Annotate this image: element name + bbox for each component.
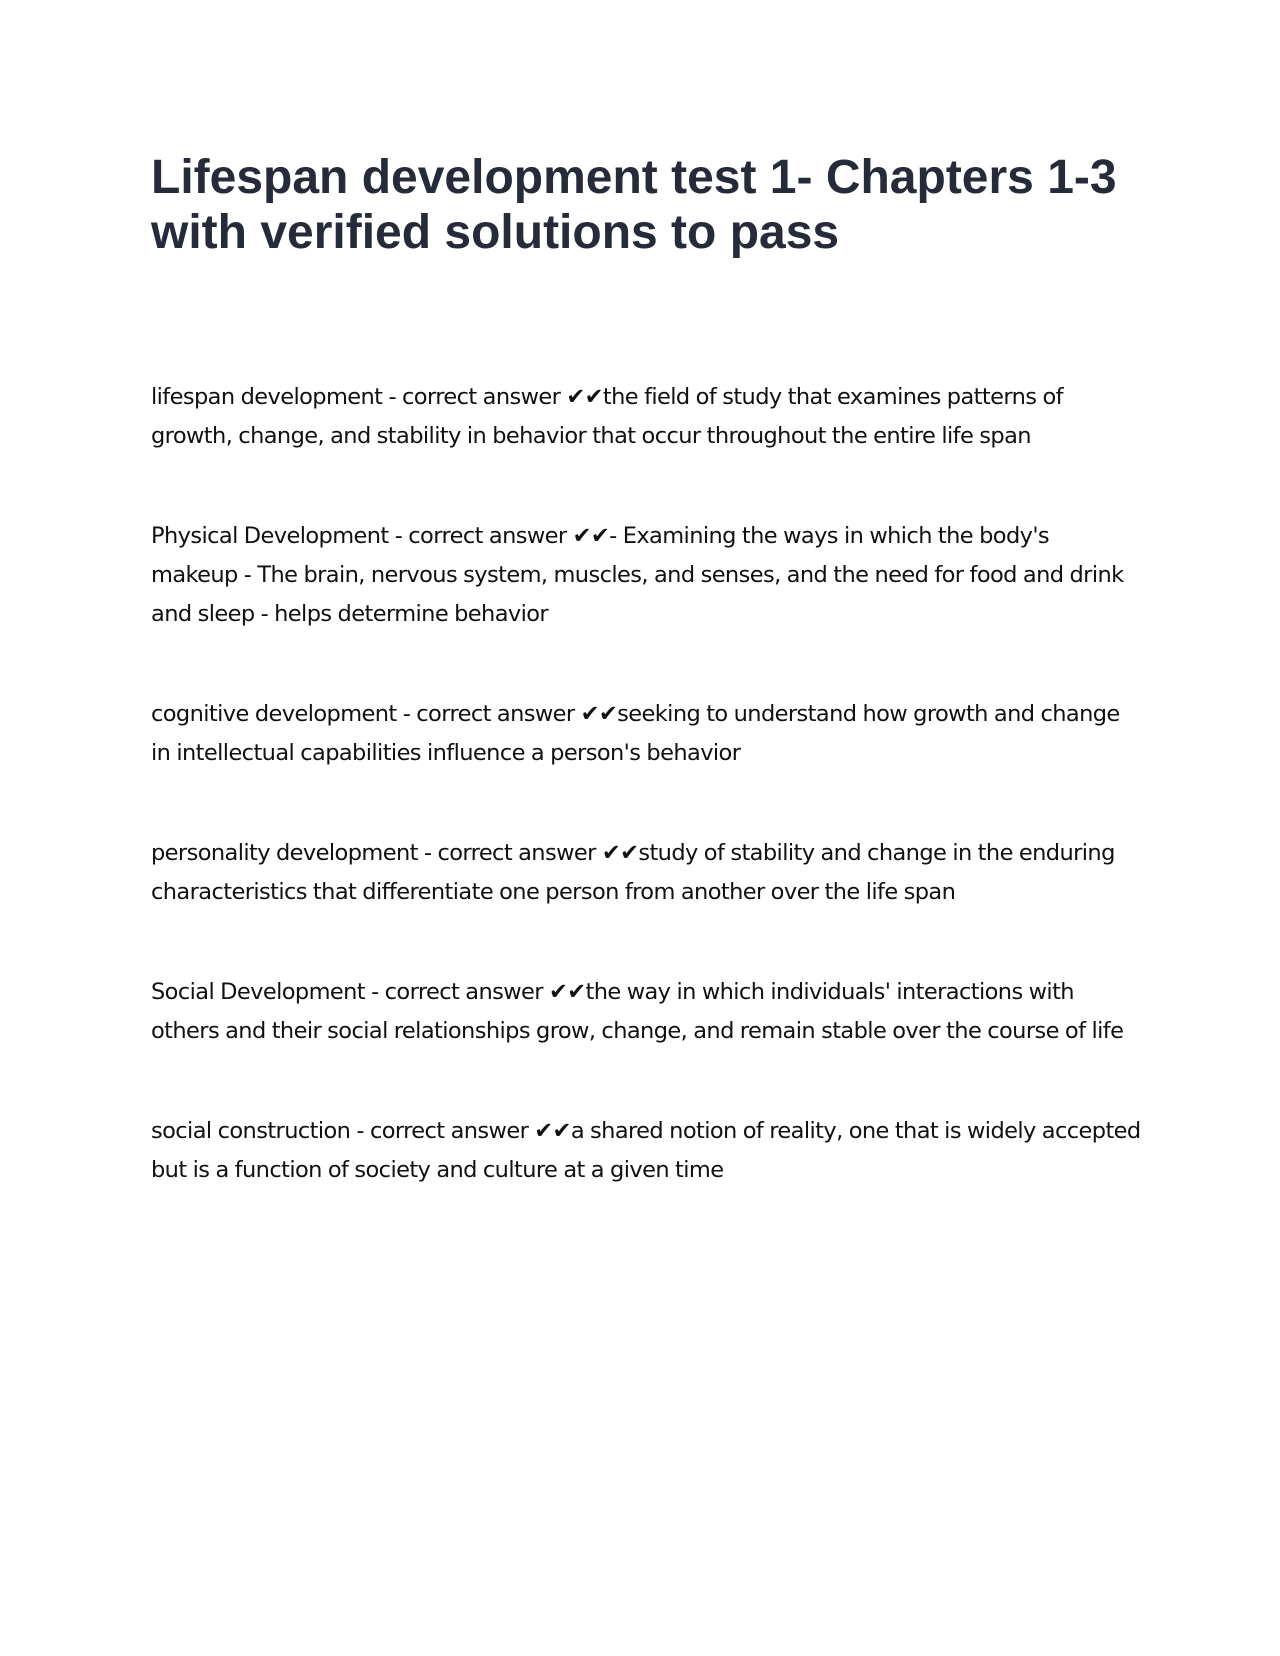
entry-definition: - Examining the ways in which the body's makeup - The brain, nervous system, muscles, and senses, and the need for food and drink and sleep - helps determine behavior: [151, 523, 1124, 627]
entry-physical-development: [151, 517, 1141, 634]
entry-lifespan-development: [151, 378, 1141, 456]
entry-answer-label: - correct answer ✔✔: [388, 523, 610, 549]
entry-answer-label: - correct answer ✔✔: [350, 1118, 571, 1144]
entry-answer-label: - correct answer ✔✔: [396, 701, 618, 727]
entry-answer-label: - correct answer ✔✔: [382, 384, 603, 410]
entry-definition: the way in which individuals' interactions with others and their social relationships grow, change, and remain stable over the course of life: [151, 979, 1124, 1044]
document-title: Lifespan development test 1- Chapters 1-3 with verified solutions to pass: [151, 151, 1117, 259]
entry-list: [151, 378, 1141, 1251]
entry-answer-label: - correct answer ✔✔: [365, 979, 586, 1005]
entry-answer-label: - correct answer ✔✔: [417, 840, 639, 866]
entry-term: Physical Development: [151, 523, 389, 549]
entry-definition: the field of study that examines patterns of growth, change, and stability in behavior that occur throughout the entire life span: [151, 384, 1063, 449]
entry-term: personality development: [151, 840, 418, 866]
entry-cognitive-development: [151, 695, 1141, 773]
entry-definition: study of stability and change in the enduring characteristics that differentiate one person from another over the life span: [151, 840, 1115, 905]
entry-social-construction: [151, 1112, 1141, 1190]
entry-social-development: [151, 973, 1141, 1051]
entry-term: cognitive development: [151, 701, 397, 727]
entry-personality-development: [151, 834, 1141, 912]
entry-term: social construction: [151, 1118, 351, 1144]
entry-definition: seeking to understand how growth and change in intellectual capabilities influence a person's behavior: [151, 701, 1120, 766]
entry-term: Social Development: [151, 979, 366, 1005]
entry-term: lifespan development: [151, 384, 383, 410]
entry-definition: a shared notion of reality, one that is widely accepted but is a function of society and culture at a given time: [151, 1118, 1141, 1183]
